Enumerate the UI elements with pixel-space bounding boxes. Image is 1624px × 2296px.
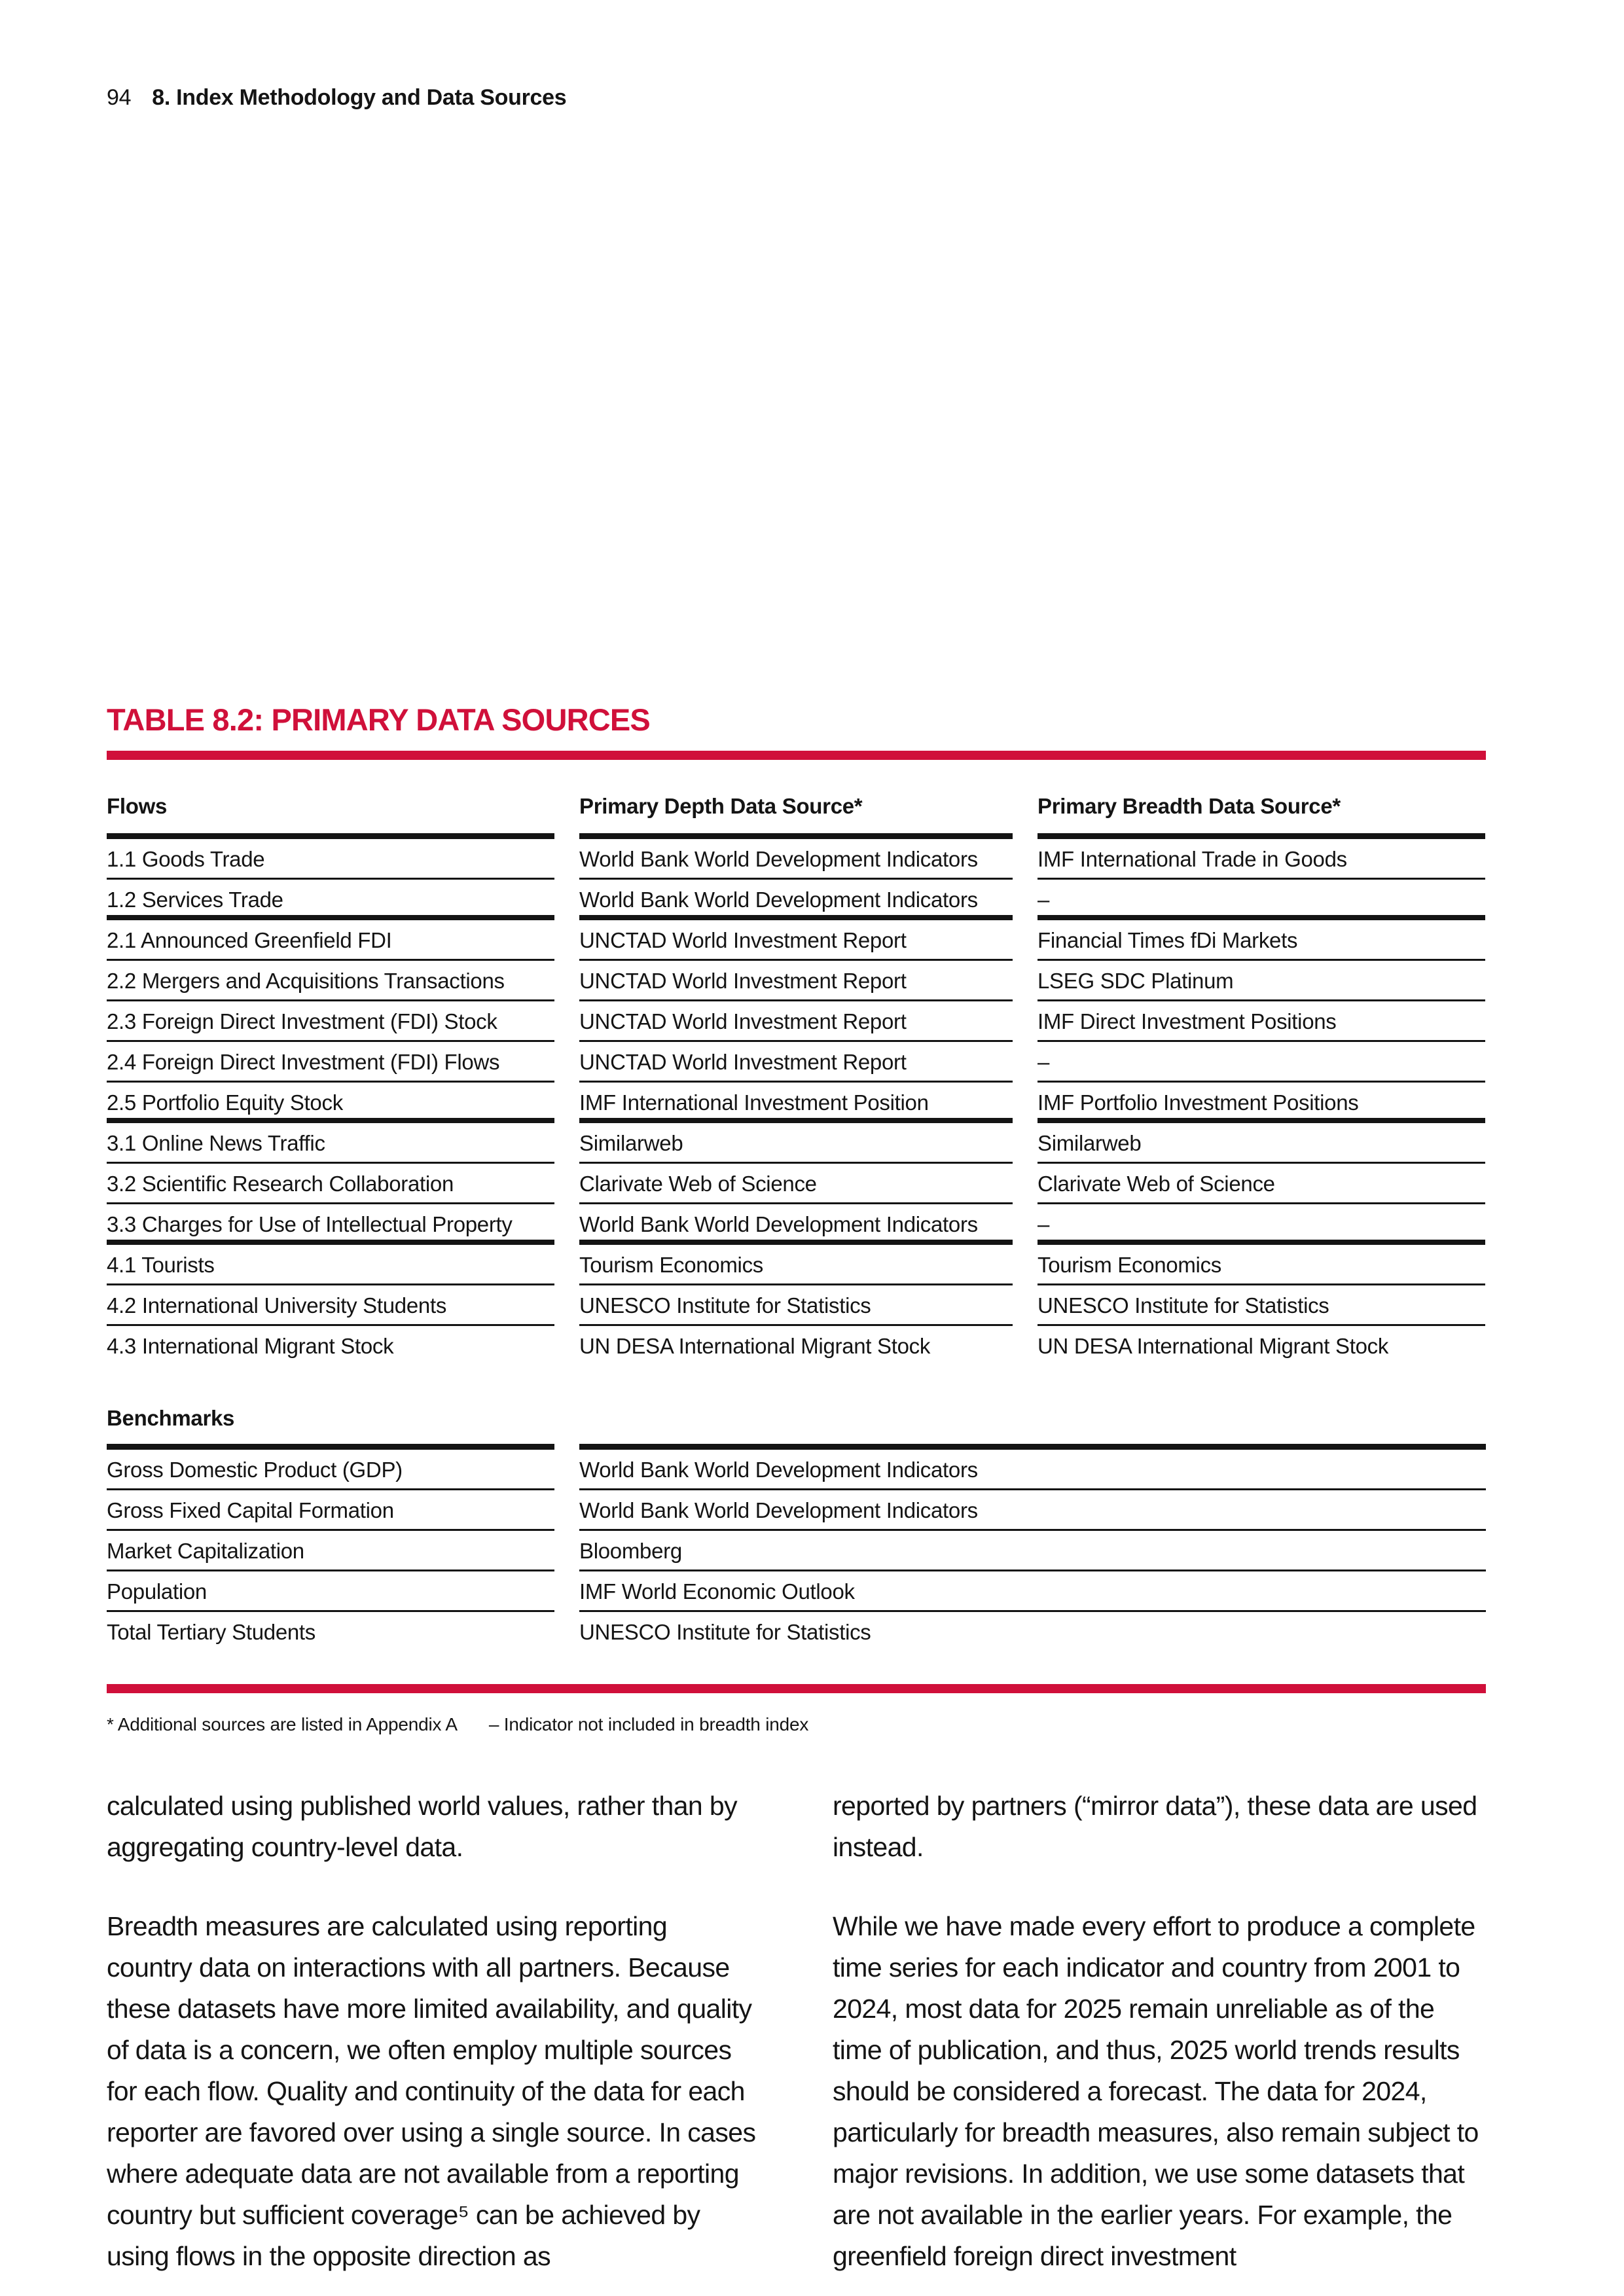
table-row-depth: UNESCO Institute for Statistics xyxy=(579,1285,1013,1326)
table-row-breadth: Financial Times fDi Markets xyxy=(1038,920,1485,961)
benchmarks-header: Benchmarks xyxy=(107,1394,554,1450)
table-row-depth: UNCTAD World Investment Report xyxy=(579,920,1013,961)
table-row-depth: IMF International Investment Position xyxy=(579,1083,1013,1123)
footnote-dash-indicator: – Indicator not included in breadth index xyxy=(488,1714,809,1734)
table-row-breadth: Tourism Economics xyxy=(1038,1245,1485,1285)
table-row-breadth: IMF International Trade in Goods xyxy=(1038,839,1485,880)
table-row-depth: World Bank World Development Indicators xyxy=(579,1204,1013,1245)
table-row-flow: 4.1 Tourists xyxy=(107,1245,554,1285)
table-footnotes xyxy=(107,1714,1486,1735)
table-top-rule xyxy=(107,751,1486,760)
table-row-flow: 3.1 Online News Traffic xyxy=(107,1123,554,1164)
table-row-flow: 4.3 International Migrant Stock xyxy=(107,1334,394,1358)
footnote-additional-sources: * Additional sources are listed in Appendix A xyxy=(107,1714,458,1734)
benchmarks-header-spacer xyxy=(579,1394,1486,1450)
benchmarks-table xyxy=(107,1394,1486,1653)
table-row-flow: 1.2 Services Trade xyxy=(107,880,554,920)
benchmark-name: Population xyxy=(107,1571,554,1612)
body-paragraph: While we have made every effort to produce a complete time series for each indicator and country from 2001 to 2024, most data for 2025 remain unreliable as of the time of publication, and thus, 2025 world trends results should be considered a forecast. The data for 2024, particularly for breadth measures, also remain subject to major revisions. In addition, we use some datasets that are not available in the earlier years. For example, the greenfield foreign direct investment xyxy=(833,1911,1479,2271)
column-header-depth-source: Primary Depth Data Source* xyxy=(579,764,1013,839)
chapter-title: 8. Index Methodology and Data Sources xyxy=(152,85,567,110)
table-row-breadth: – xyxy=(1038,1042,1485,1083)
benchmark-source: UNESCO Institute for Statistics xyxy=(579,1620,871,1644)
primary-data-sources-table xyxy=(107,702,1486,1735)
body-column-left xyxy=(107,1785,759,2277)
table-row-flow: 3.2 Scientific Research Collaboration xyxy=(107,1164,554,1204)
benchmark-name: Gross Fixed Capital Formation xyxy=(107,1490,554,1531)
table-row-depth: Tourism Economics xyxy=(579,1245,1013,1285)
table-row-flow: 2.4 Foreign Direct Investment (FDI) Flows xyxy=(107,1042,554,1083)
table-row-depth: UNCTAD World Investment Report xyxy=(579,1042,1013,1083)
benchmark-source: World Bank World Development Indicators xyxy=(579,1490,1486,1531)
benchmark-name: Gross Domestic Product (GDP) xyxy=(107,1450,554,1490)
table-row-flow: 2.1 Announced Greenfield FDI xyxy=(107,920,554,961)
table-row-flow: 2.5 Portfolio Equity Stock xyxy=(107,1083,554,1123)
benchmark-name: Market Capitalization xyxy=(107,1531,554,1571)
table-row-depth: Clarivate Web of Science xyxy=(579,1164,1013,1204)
table-row-depth: UN DESA International Migrant Stock xyxy=(579,1334,931,1358)
body-text xyxy=(107,1785,1486,2277)
table-row-depth: UNCTAD World Investment Report xyxy=(579,1001,1013,1042)
flows-table xyxy=(107,764,1486,1367)
benchmark-name: Total Tertiary Students xyxy=(107,1620,316,1644)
table-row-breadth: UNESCO Institute for Statistics xyxy=(1038,1285,1485,1326)
table-row-breadth: LSEG SDC Platinum xyxy=(1038,961,1485,1001)
table-title: TABLE 8.2: PRIMARY DATA SOURCES xyxy=(107,702,650,737)
benchmark-source: World Bank World Development Indicators xyxy=(579,1450,1486,1490)
table-row-breadth: – xyxy=(1038,880,1485,920)
body-column-right xyxy=(833,1785,1485,2277)
body-paragraph: reported by partners (“mirror data”), these data are used instead. xyxy=(833,1791,1477,1862)
table-row-flow: 4.2 International University Students xyxy=(107,1285,554,1326)
column-header-flows: Flows xyxy=(107,764,554,839)
table-row-breadth: Similarweb xyxy=(1038,1123,1485,1164)
table-bottom-rule xyxy=(107,1684,1486,1693)
page-header xyxy=(107,85,566,111)
table-row-breadth: – xyxy=(1038,1204,1485,1245)
body-paragraph: Breadth measures are calculated using reporting country data on interactions with all partners. Because these datasets have more limited availability, and quality of data is a concern, we often employ multiple sources for each flow. Quality and continuity of the data for each reporter are favored over using a single source. In cases where adequate data are not available from a reporting country but sufficient coverage⁵ can be achieved by using flows in the opposite direction as xyxy=(107,1911,756,2271)
table-row-flow: 1.1 Goods Trade xyxy=(107,839,554,880)
table-row-breadth: UN DESA International Migrant Stock xyxy=(1038,1334,1389,1358)
benchmark-source: IMF World Economic Outlook xyxy=(579,1571,1486,1612)
table-row-breadth: Clarivate Web of Science xyxy=(1038,1164,1485,1204)
table-row-depth: UNCTAD World Investment Report xyxy=(579,961,1013,1001)
table-row-breadth: IMF Portfolio Investment Positions xyxy=(1038,1083,1485,1123)
table-row-depth: World Bank World Development Indicators xyxy=(579,880,1013,920)
table-row-flow: 2.3 Foreign Direct Investment (FDI) Stock xyxy=(107,1001,554,1042)
column-header-breadth-source: Primary Breadth Data Source* xyxy=(1038,764,1485,839)
table-row-depth: World Bank World Development Indicators xyxy=(579,839,1013,880)
table-row-depth: Similarweb xyxy=(579,1123,1013,1164)
page-number: 94 xyxy=(107,85,132,110)
body-paragraph: calculated using published world values, rather than by aggregating country-level data. xyxy=(107,1791,737,1862)
table-row-breadth: IMF Direct Investment Positions xyxy=(1038,1001,1485,1042)
table-row-flow: 3.3 Charges for Use of Intellectual Property xyxy=(107,1204,554,1245)
benchmark-source: Bloomberg xyxy=(579,1531,1486,1571)
table-row-flow: 2.2 Mergers and Acquisitions Transactions xyxy=(107,961,554,1001)
